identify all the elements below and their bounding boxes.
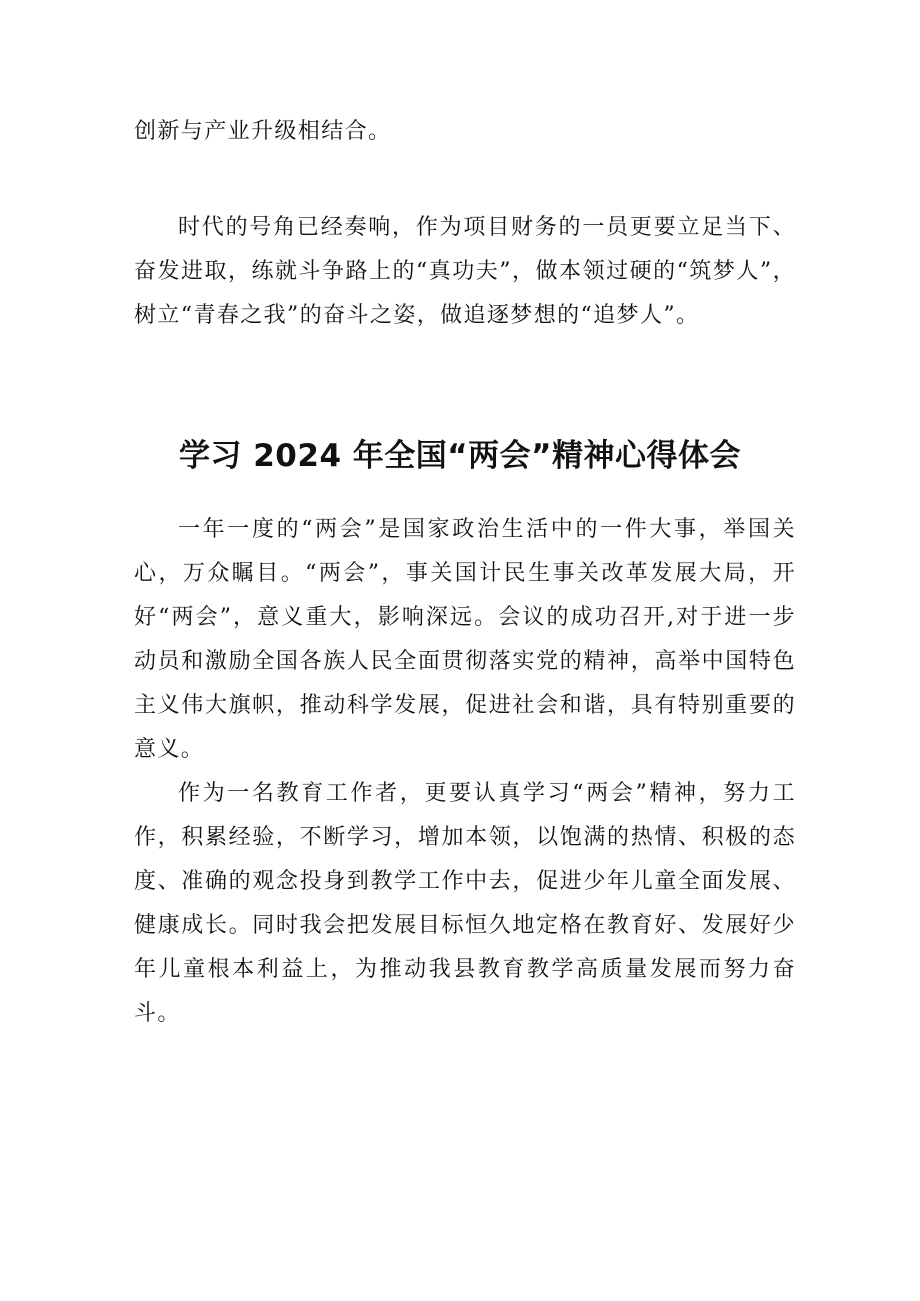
- body-paragraph-1: 一年一度的“两会”是国家政治生活中的一件大事，举国关心，万众瞩目。“两会”，事关国计民生事关改革发展大局，开好“两会”，意义重大，影响深远。会议的成功召开,对于进一步动员和激励全国各族人民全面贯彻落实党的精神，高举中国特色主义伟大旗帜，推动科学发展，促进社会和谐，具有特别重要的意义。: [134, 517, 796, 762]
- essay-title: 学习 2024 年全国“两会”精神心得体会: [178, 437, 742, 474]
- essay-body: [134, 508, 796, 1036]
- continuation-text-block: [134, 110, 796, 154]
- closing-paragraph: 时代的号角已经奏响，作为项目财务的一员更要立足当下、奋发进取，练就斗争路上的“真功夫”，做本领过硬的“筑梦人”，树立“青春之我”的奋斗之姿，做追逐梦想的“追梦人”。: [134, 215, 796, 328]
- closing-paragraph-block: [134, 206, 796, 338]
- continuation-line: 创新与产业升级相结合。: [134, 119, 392, 144]
- body-paragraph-2: 作为一名教育工作者，更要认真学习“两会”精神，努力工作，积累经验，不断学习，增加本领，以饱满的热情、积极的态度、准确的观念投身到教学工作中去，促进少年儿童全面发展、健康成长。同时我会把发展目标恒久地定格在教育好、发展好少年儿童根本利益上，为推动我县教育教学高质量发展而努力奋斗。: [134, 781, 796, 1026]
